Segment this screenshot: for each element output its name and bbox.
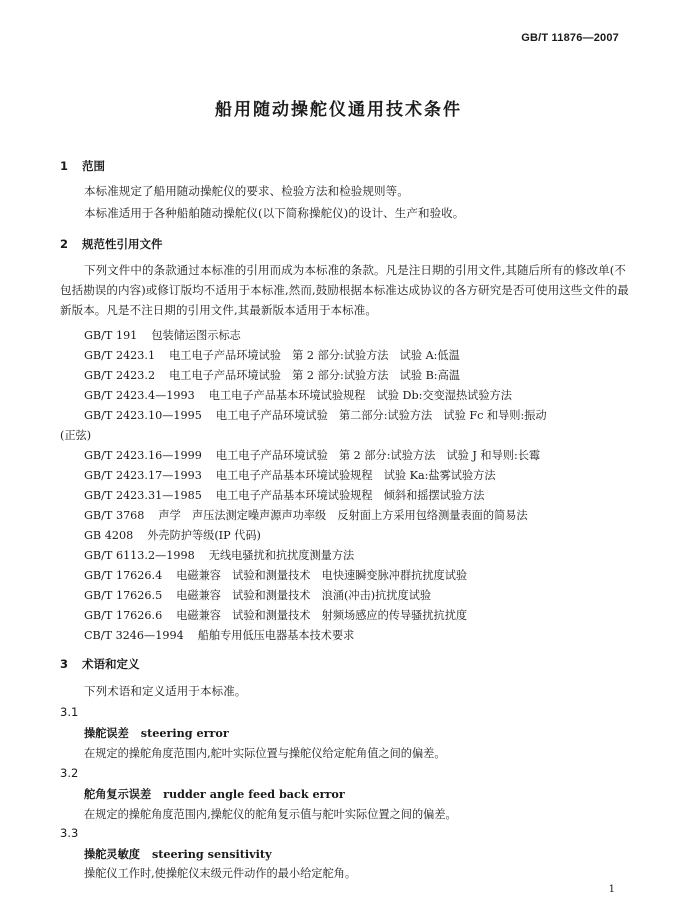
reference-code: GB/T 17626.4 <box>84 569 163 582</box>
section-title: 范围 <box>82 159 105 173</box>
reference-code: GB/T 2423.2 <box>84 369 156 382</box>
term-english: steering sensitivity <box>151 847 272 861</box>
reference-item <box>84 507 528 523</box>
term-definition: 操舵仪工作时,使操舵仪末级元件动作的最小给定舵角。 <box>84 867 357 880</box>
term-chinese: 操舵误差 <box>84 727 129 740</box>
section-number: 3 <box>60 657 69 671</box>
section-number: 1 <box>60 159 69 173</box>
reference-code: GB/T 17626.5 <box>84 589 163 602</box>
term-chinese: 操舵灵敏度 <box>84 848 140 861</box>
reference-title: 电工电子产品环境试验 第 2 部分:试验方法 试验 B:高温 <box>169 369 460 382</box>
reference-item <box>84 567 467 583</box>
reference-code: GB 4208 <box>84 529 134 542</box>
term-heading <box>84 725 229 741</box>
reference-item <box>84 347 460 363</box>
reference-code: GB/T 2423.10—1995 <box>84 409 202 422</box>
references-intro: 下列文件中的条款通过本标准的引用而成为本标准的条款。凡是注日期的引用文件,其随后所有的修改单(不包括勘误的内容)或修订版均不适用于本标准,然而,鼓励根据本标准达成协议的各方研究是否可使用这些文件的最新版本。凡是不注日期的引用文件,其最新版本适用于本标准。 <box>60 263 629 317</box>
reference-title: 电工电子产品基本环境试验规程 试验 Ka:盐雾试验方法 <box>215 469 496 482</box>
reference-title: 电工电子产品环境试验 第 2 部分:试验方法 试验 A:低温 <box>169 349 460 362</box>
reference-item <box>84 387 512 403</box>
reference-code: GB/T 17626.6 <box>84 609 163 622</box>
term-number: 3.1 <box>60 705 79 719</box>
section-title: 规范性引用文件 <box>82 237 163 251</box>
reference-title: 声学 声压法测定噪声源声功率级 反射面上方采用包络测量表面的简易法 <box>158 509 528 522</box>
term-heading <box>84 786 345 802</box>
section-3-heading <box>60 656 140 672</box>
reference-item <box>84 487 484 503</box>
reference-item <box>84 447 540 463</box>
term-definition: 在规定的操舵角度范围内,操舵仪的舵角复示值与舵叶实际位置之间的偏差。 <box>84 808 457 821</box>
reference-title: 电工电子产品环境试验 第二部分:试验方法 试验 Fc 和导则:振动 <box>215 409 547 422</box>
terms-intro: 下列术语和定义适用于本标准。 <box>84 684 247 698</box>
reference-title: 电工电子产品基本环境试验规程 试验 Db:交变湿热试验方法 <box>208 389 512 402</box>
section-1-heading <box>60 158 105 174</box>
reference-code: GB/T 2423.17—1993 <box>84 469 202 482</box>
section-title: 术语和定义 <box>82 657 140 671</box>
term-chinese: 舵角复示误差 <box>84 788 152 801</box>
reference-item <box>84 527 261 543</box>
term-heading <box>84 846 272 862</box>
term-english: steering error <box>140 726 229 740</box>
reference-item <box>84 607 467 623</box>
reference-item <box>84 407 547 423</box>
reference-continuation: (正弦) <box>60 429 92 442</box>
document-title: 船用随动操舵仪通用技术条件 <box>215 100 462 120</box>
reference-item <box>84 367 460 383</box>
term-english: rudder angle feed back error <box>163 787 345 801</box>
reference-title: 电磁兼容 试验和测量技术 电快速瞬变脉冲群抗扰度试验 <box>176 569 468 582</box>
reference-title: 外壳防护等级(IP 代码) <box>147 529 261 542</box>
reference-item <box>84 587 431 603</box>
reference-title: 船舶专用低压电器基本技术要求 <box>197 629 355 642</box>
section-number: 2 <box>60 237 69 251</box>
reference-title: 包装储运图示标志 <box>151 329 241 342</box>
standard-number: GB/T 11876—2007 <box>521 32 619 44</box>
reference-title: 电工电子产品环境试验 第 2 部分:试验方法 试验 J 和导则:长霉 <box>215 449 541 462</box>
reference-item <box>84 627 354 643</box>
term-number: 3.3 <box>60 826 79 840</box>
reference-code: GB/T 191 <box>84 329 138 342</box>
reference-title: 电磁兼容 试验和测量技术 浪涌(冲击)抗扰度试验 <box>176 589 432 602</box>
reference-code: CB/T 3246—1994 <box>84 629 184 642</box>
reference-item <box>84 467 496 483</box>
page-number: 1 <box>608 884 615 895</box>
scope-paragraph-1: 本标准规定了船用随动操舵仪的要求、检验方法和检验规则等。 <box>84 184 409 198</box>
term-number: 3.2 <box>60 766 79 780</box>
reference-code: GB/T 2423.31—1985 <box>84 489 202 502</box>
term-definition: 在规定的操舵角度范围内,舵叶实际位置与操舵仪给定舵角值之间的偏差。 <box>84 747 446 760</box>
section-2-heading <box>60 236 163 252</box>
reference-code: GB/T 2423.4—1993 <box>84 389 195 402</box>
reference-item <box>84 547 354 563</box>
reference-code: GB/T 6113.2—1998 <box>84 549 195 562</box>
reference-item <box>84 327 241 343</box>
reference-code: GB/T 2423.1 <box>84 349 156 362</box>
reference-title: 无线电骚扰和抗扰度测量方法 <box>208 549 355 562</box>
reference-title: 电磁兼容 试验和测量技术 射频场感应的传导骚扰抗扰度 <box>176 609 468 622</box>
reference-title: 电工电子产品基本环境试验规程 倾斜和摇摆试验方法 <box>215 489 485 502</box>
scope-paragraph-2: 本标准适用于各种船舶随动操舵仪(以下简称操舵仪)的设计、生产和验收。 <box>84 206 465 220</box>
reference-code: GB/T 3768 <box>84 509 145 522</box>
reference-code: GB/T 2423.16—1999 <box>84 449 202 462</box>
